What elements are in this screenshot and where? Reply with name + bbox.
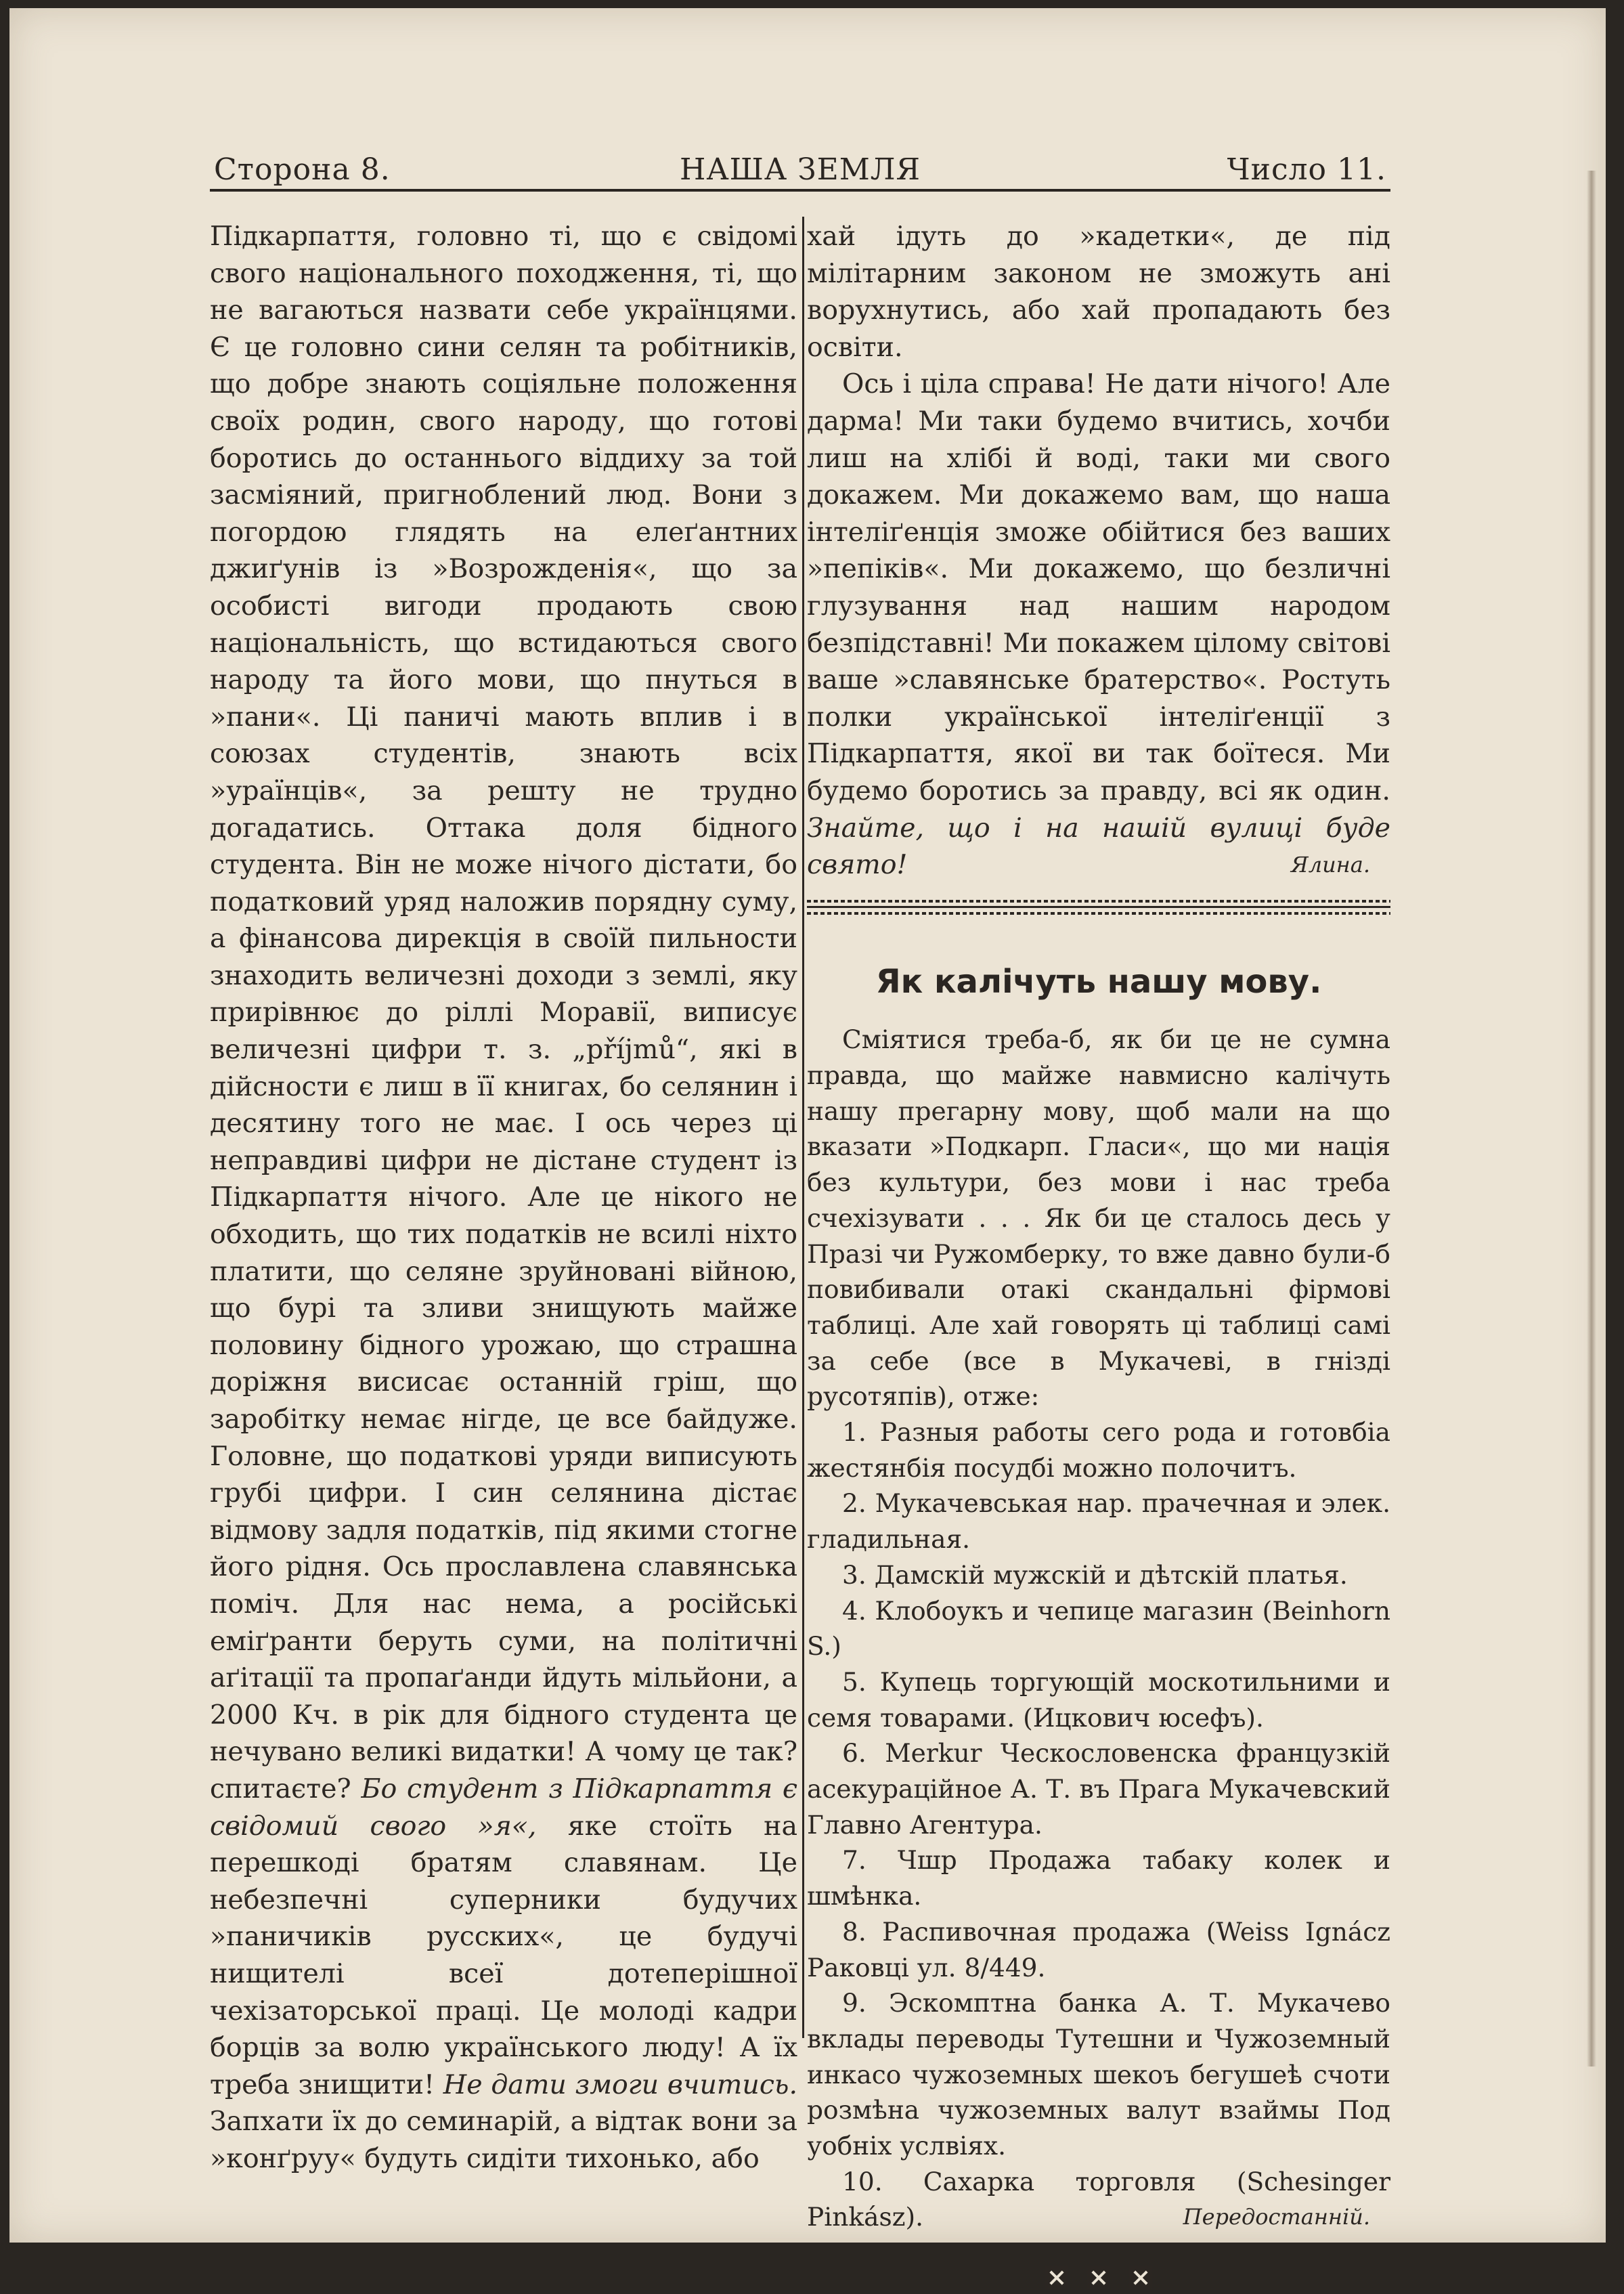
list-item: 4. Клобоукъ и чепице магазин (Beinhorn S.) [807,1595,1390,1662]
page-header [210,147,1390,192]
left-paragraph-text: Підкарпаття, головно ті, що є свідомі свого національного походження, ті, що не вагаються назвати себе українцями. Є це головно сини селян та робітників, що добре знають соціяльне положення своїх родин, свого народу, що готові боротись до останнього віддиху за той засміяний, пригноблений люд. Вони з погордою глядять на елеґантних джиґунів із »Возрожденія«, що за особисті вигоди продають свою національність, що встидаються свого народу та його мови, що пнуться в »пани«. Ці паничі мають вплив і в союзах студентів, знають всіх »ураїнців«, за решту не трудно догадатись. Оттака доля бідного студента. Він не може нічого дістати, бо податковий уряд наложив порядну суму, а фінансова дирекція в своїй пильности знаходить величезні доходи з землі, яку прирівнює до ріллі Моравії, виписує величезні цифри т. з. „příjmů“, які в дійсности є лиш в її книгах, бо селянин і десятину того не має. І ось через ці неправдиві цифри не дістане студент із Підкарпаття нічого. Але це нікого не обходить, що тих податків не всилі ніхто платити, що селяне зруйновані війною, що бурі та зливи знищують майже половину бідного урожаю, що страшна доріжня висисає останній гріш, що заробітку немає нігде, це все байдуже. Головне, що податкові уряди виписують грубі цифри. І син селянина дістає відмову задля податків, під якими стогне його рідня. Ось прославлена славянська поміч. Для нас нема, а російські еміґранти беруть суми, на політичні аґітації та пропаґанди йдуть мільйони, а 2000 Кч. в рік для бідного студента це нечувано великі видатки! А чому це так? спитаєте? Бо студент з Підкарпаття є свідомий свого »я«, яке стоїть на перешкоді братям славянам. Це небезпечні суперники будучих »паничиків русских«, це будучі нищителі всеї дотеперішної чехізаторської праці. Це молоді кадри борців за волю українського люду! А їх треба знищити! Не дати змоги вчитись. Запхати їх до семинарій, а відтак вони за »конґруу« будуть сидіти тихонько, або [210,221,798,2174]
right-column [807,218,1390,2294]
article-intro: Сміятися треба-б, як би це не сумна правда, що майже навмисно калічуть нашу прегарну мову, щоб мали на що вказати »Подкарп. Гласи«, що ми нація без культури, без мови і нас треба счехізувати . . . Як би це сталось десь у Празі чи Ружомберку, то вже давно були-б повибивали отакі скандальні фірмові таблиці. Але хай говорять ці таблиці самі за себе (все в Мукачеві, в гнізді русотяпів), отже: [807,1024,1390,1412]
list-item: 10. Сахарка торговля (Schesinger Pinkász). Передостанній. [807,2164,1390,2235]
article-title: Як калічуть нашу мову. [875,962,1322,1001]
ornament-cross-icon [1045,2266,1068,2289]
newspaper-title: НАША ЗЕМЛЯ [679,152,921,187]
page-fold-shadow [1587,171,1596,2066]
list-item: 3. Дамскій мужскій и дѣтскій платья. [842,1559,1348,1590]
right-paragraph-1: хай ідуть до »кадетки«, де під мілітарним законом не зможуть ані ворухнутись, або хай пропадають без освіти. [807,221,1390,363]
article-signature: Передостанній. [1183,2204,1370,2230]
page-number: Сторона 8. [214,152,391,187]
list-item: 2. Мукачевськая нар. прачечная и элек. гладильная. [807,1488,1390,1555]
list-item: 5. Купець торгующій москотильними и семя товарами. (Ицкович юсефъ). [807,1666,1390,1733]
list-item: 6. Merkur Ческословенска французкій асекурацiйное А. Т. въ Прага Мукачевский Главно Агентура. [807,1738,1390,1840]
list-item: 1. Разныя работы сего рода и готовбіа жестянбія посудбі можно полочитъ. [807,1417,1390,1483]
list-item: 7. Чшр Продажа табаку колек и шмѣнка. [807,1845,1390,1911]
column-divider [802,217,804,2038]
article-body [807,1022,1390,2294]
left-column [210,218,797,2177]
author-signature: Ялина. [1290,852,1370,878]
ornament-cross-icon [1087,2266,1110,2289]
issue-number: Число 11. [1227,152,1386,187]
section-separator [807,900,1390,915]
list-item: 9. Эскомптна банка А. Т. Мукачево вклады переводы Тутешни и Чужоземный инкасо чужоземных шекоъ бегушеѣ счоти розмѣна чужоземных валут взаймы Под уобнiх услвіях. [807,1988,1390,2161]
ornament-cross-icon [1129,2266,1152,2289]
list-item: 8. Распивочная продажа (Weiss Ignácz Раковці ул. 8/449. [807,1916,1390,1983]
ornament-divider [807,2258,1390,2294]
newspaper-page [9,8,1606,2243]
right-paragraph-2: Ось і ціла справа! Не дати нічого! Але дарма! Ми таки будемо вчитись, хочби лиш на хлібі й воді, таки ми свого докажем. Ми докажемо вам, що наша інтеліґенція зможе обійтися без ваших »пепіків«. Ми докажемо, що безличні глузування над нашим народом безпідставні! Ми покажем цілому світові ваше »славянське братерство«. Ростуть полки української інтеліґенції з Підкарпаття, якої ви так боїтеся. Ми будемо боротись за правду, всі як один. Знайте, що і на нашій вулиці буде свято! Ялина. [807,366,1390,883]
